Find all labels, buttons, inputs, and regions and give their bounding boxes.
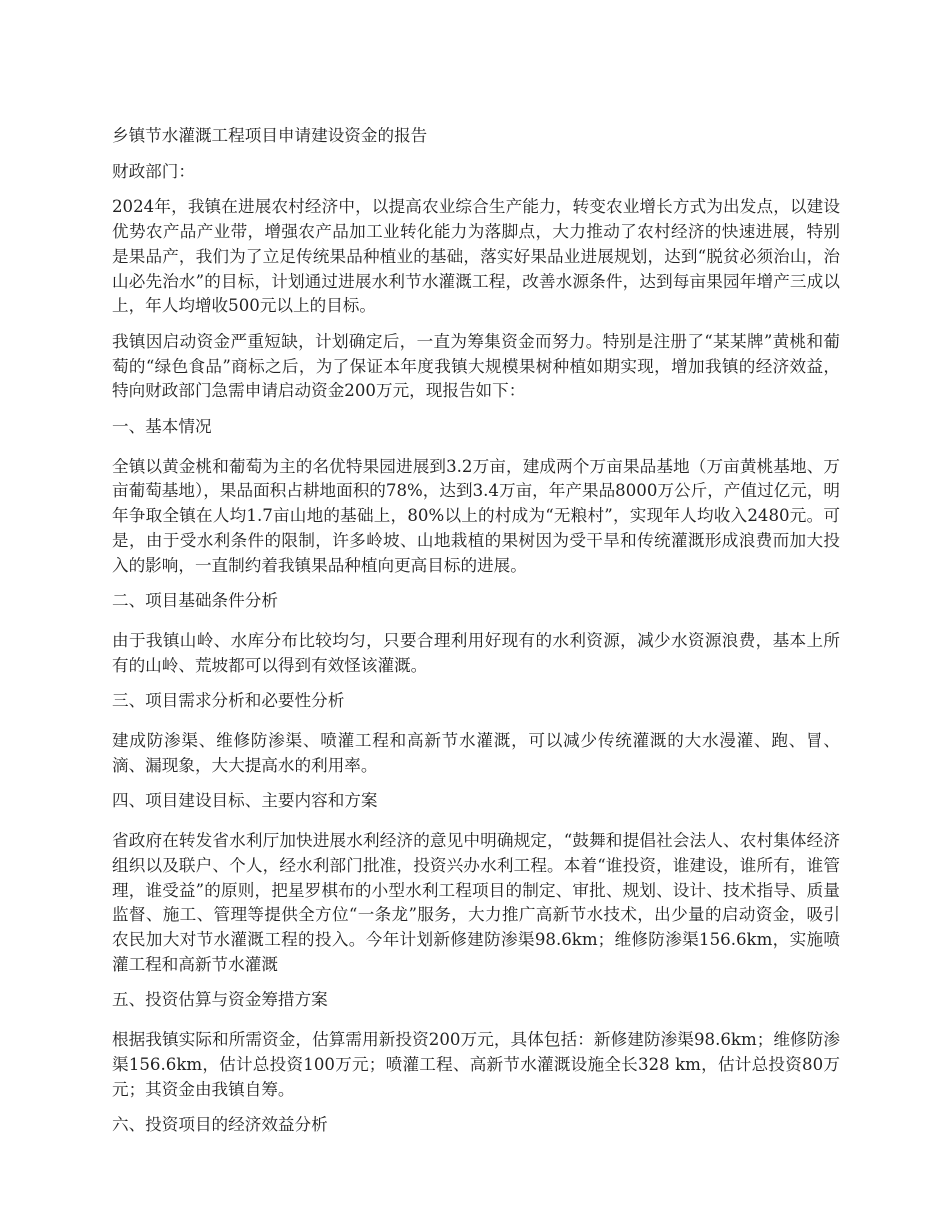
section-3-heading: 三、项目需求分析和必要性分析	[112, 691, 345, 711]
section-5-heading: 五、投资估算与资金筹措方案	[112, 990, 328, 1010]
section-3-body: 建成防渗渠、维修防渗渠、喷灌工程和高新节水灌溉，可以减少传统灌溉的大水漫灌、跑、冒、滴、漏现象，大大提高水的利用率。	[112, 731, 840, 775]
document-page	[112, 124, 840, 1153]
section-6-heading: 六、投资项目的经济效益分析	[112, 1115, 328, 1135]
section-2-body: 由于我镇山岭、水库分布比较均匀，只要合理利用好现有的水利资源，减少水资源浪费，基本上所有的山岭、荒坡都可以得到有效怪该灌溉。	[112, 630, 840, 675]
section-1-body: 全镇以黄金桃和葡萄为主的名优特果园进展到3.2万亩，建成两个万亩果品基地（万亩黄桃基地、万亩葡萄基地），果品面积占耕地面积的78%，达到3.4万亩，年产果品8000万公斤，产值过亿元，明年争取全镇在人均1.7亩山地的基础上，80%以上的村成为“无粮村”，实现年人均收入2480元。可是，由于受水利条件的限制，许多岭坡、山地栽植的果树因为受干旱和传统灌溉形成浪费而加大投入的影响，一直制约着我镇果品种植向更高目标的进展。	[112, 456, 840, 575]
section-1-heading: 一、基本情况	[112, 417, 212, 437]
section-4-body: 省政府在转发省水利厅加快进展水利经济的意见中明确规定，“鼓舞和提倡社会法人、农村集体经济组织以及联户、个人，经水利部门批准，投资兴办水利工程。本着“谁投资，谁建设，谁所有，谁管理，谁受益”的原则，把星罗棋布的小型水利工程项目的制定、审批、规划、设计、技术指导、质量监督、施工、管理等提供全方位“一条龙”服务，大力推广高新节水技术，出少量的启动资金，吸引农民加大对节水灌溉工程的投入。今年计划新修建防渗渠98.6km；维修防渗渠156.6km，实施喷灌工程和高新节水灌溉	[112, 831, 840, 974]
section-4-heading: 四、项目建设目标、主要内容和方案	[112, 791, 378, 811]
intro-paragraph-2: 我镇因启动资金严重短缺，计划确定后，一直为筹集资金而努力。特别是注册了“某某牌”黄桃和葡萄的“绿色食品”商标之后，为了保证本年度我镇大规模果树种植如期实现，增加我镇的经济效益，特向财政部门急需申请启动资金200万元，现报告如下：	[112, 331, 840, 401]
section-5-body: 根据我镇实际和所需资金，估算需用新投资200万元，具体包括：新修建防渗渠98.6km；维修防渗渠156.6km，估计总投资100万元；喷灌工程、高新节水灌溉设施全长328 km，估计总投资80万元；其资金由我镇自筹。	[112, 1030, 840, 1099]
salutation: 财政部门：	[112, 161, 195, 181]
intro-paragraph-1: 2024年，我镇在进展农村经济中，以提高农业综合生产能力，转变农业增长方式为出发点，以建设优势农产品产业带，增强农产品加工业转化能力为落脚点，大力推动了农村经济的快速进展，特别是果品产，我们为了立足传统果品种植业的基础，落实好果品业进展规划，达到“脱贫必须治山，治山必先治水”的目标，计划通过进展水利节水灌溉工程，改善水源条件，达到每亩果园年增产三成以上，年人均增收500元以上的目标。	[112, 197, 840, 316]
document-title: 乡镇节水灌溉工程项目申请建设资金的报告	[112, 126, 428, 145]
section-2-heading: 二、项目基础条件分析	[112, 591, 278, 611]
